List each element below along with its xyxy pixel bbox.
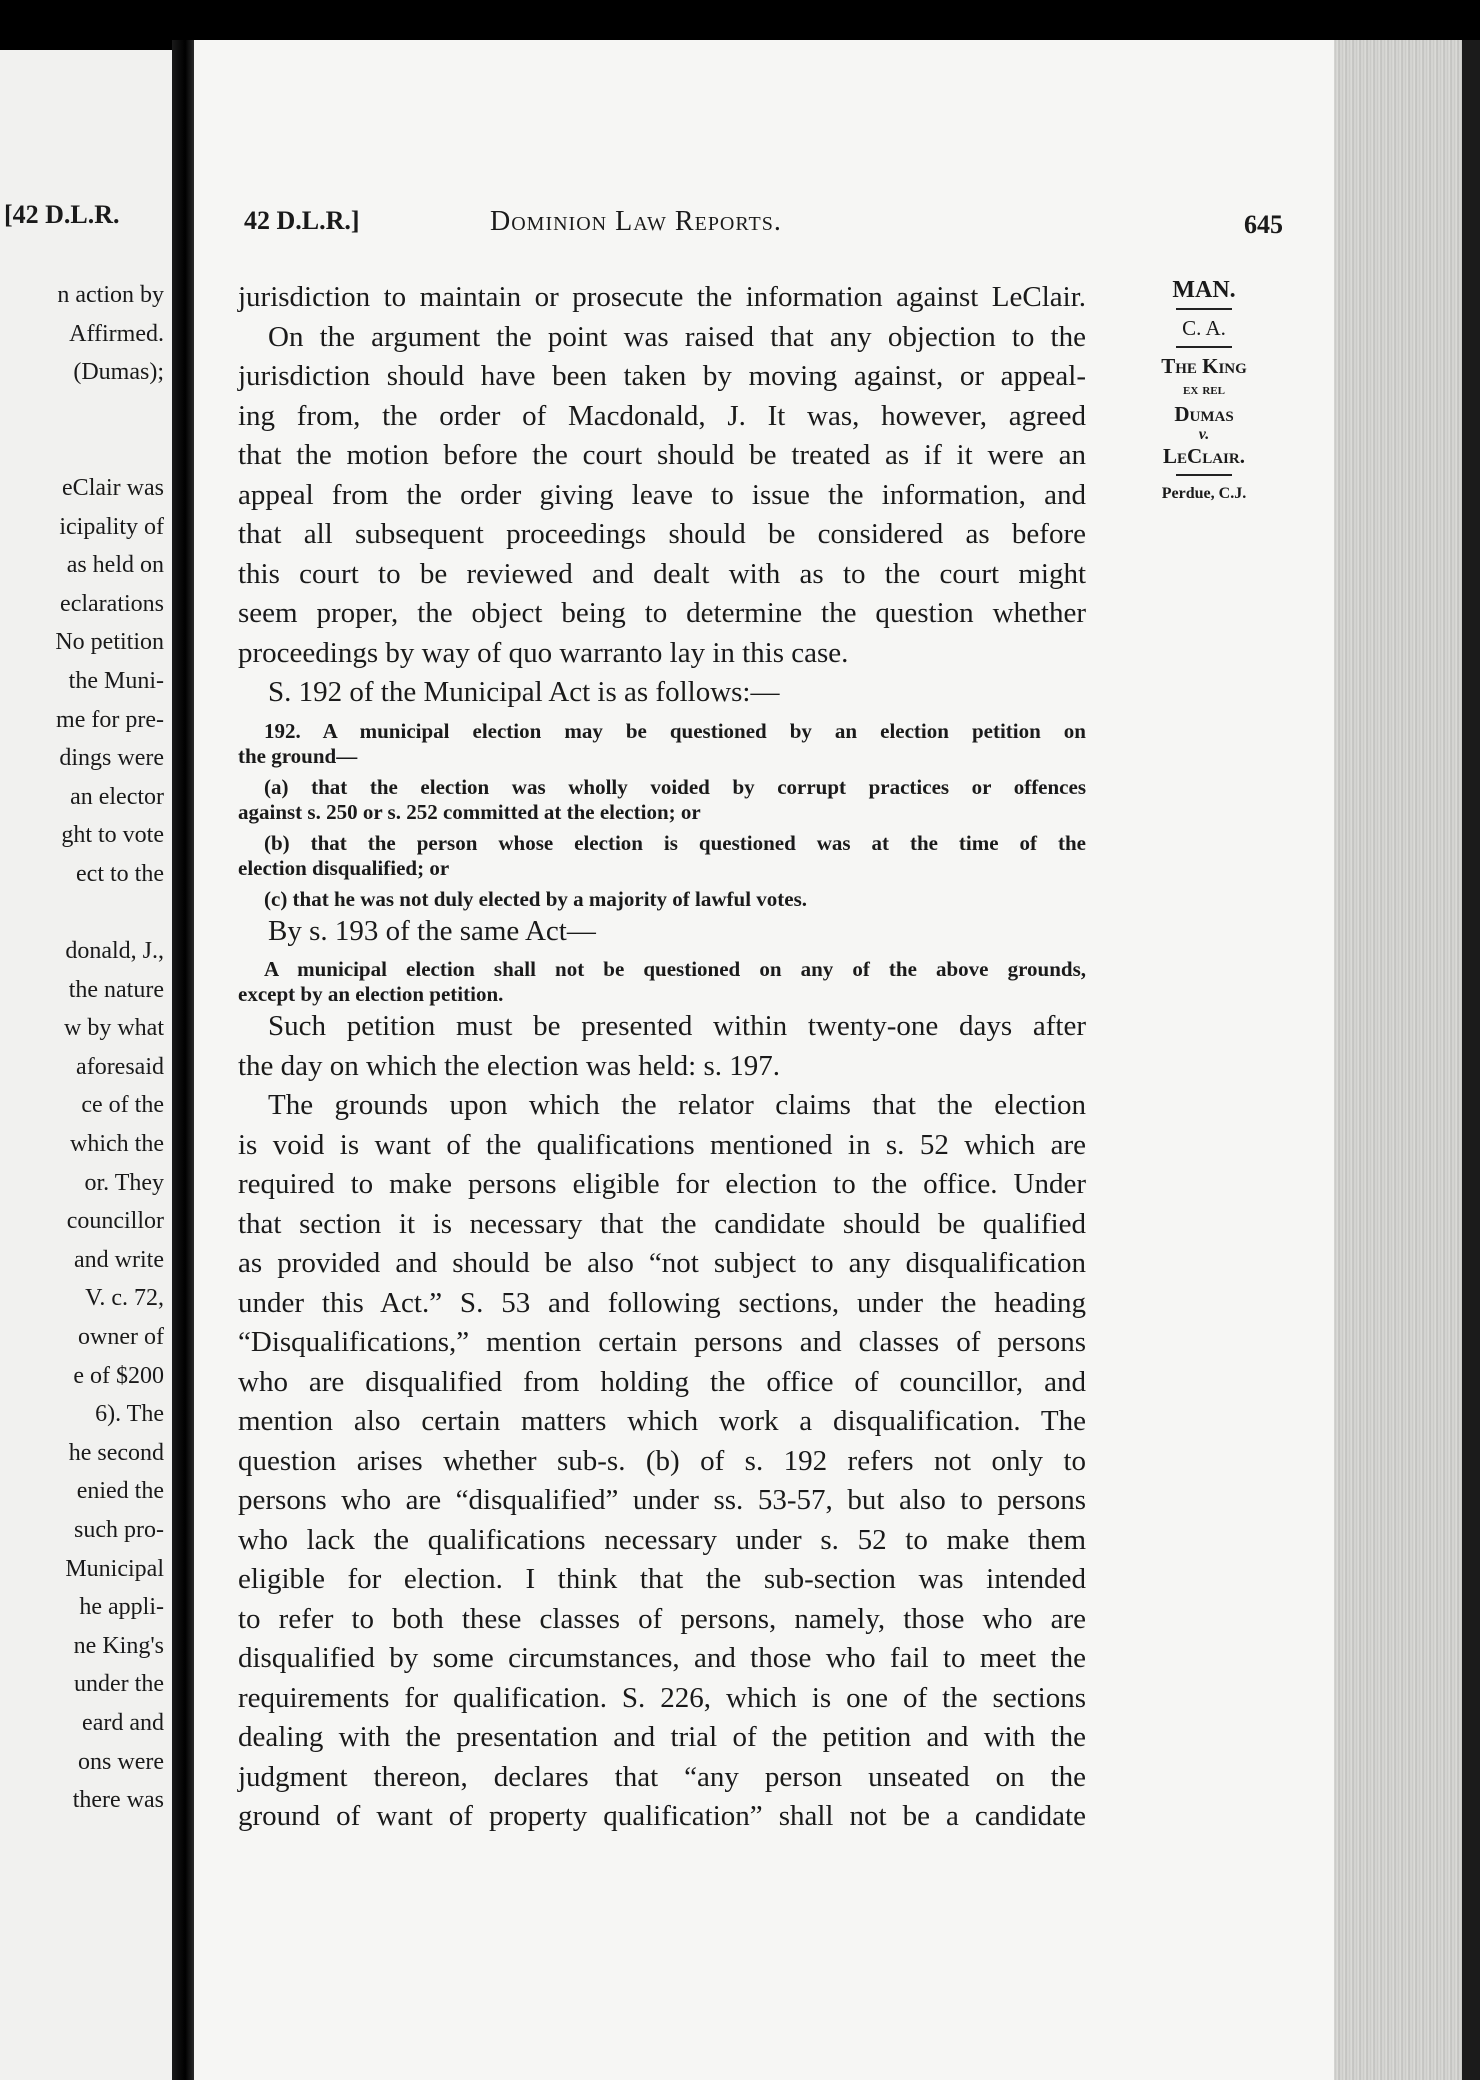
left-page-line: ect to the: [76, 860, 164, 887]
page-number: 645: [1244, 210, 1283, 239]
left-page-line: under the: [74, 1671, 164, 1698]
body-line: ing from, the order of Macdonald, J. It was, however, agreed: [238, 399, 1086, 432]
left-page: [0, 50, 172, 2080]
left-page-line: an elector: [70, 783, 164, 810]
quoted-statute-line: except by an election petition.: [238, 982, 504, 1006]
margin-case-line: ex rel: [1183, 381, 1225, 398]
quoted-statute-line: 192. A municipal election may be questioned by an election petition on: [264, 718, 1086, 743]
left-page-line: icipality of: [59, 513, 164, 540]
left-page-line: [0, 894, 164, 933]
left-page-line: [0, 392, 164, 431]
left-page-line: there was: [72, 1787, 164, 1814]
body-line: requirements for qualification. S. 226, which is one of the sections: [238, 1681, 1086, 1714]
body-line: appeal from the order giving leave to issue the information, and: [238, 478, 1086, 511]
left-page-text: [0, 276, 164, 1820]
body-line: Such petition must be presented within twenty-one days after: [268, 1010, 1086, 1042]
body-line: judgment thereon, declares that “any person unseated on the: [238, 1760, 1086, 1793]
margin-rule: [1176, 346, 1232, 348]
report-title: Dominion Law Reports.: [490, 206, 782, 237]
margin-province: MAN.: [1172, 277, 1236, 303]
margin-case-line: v.: [1198, 426, 1210, 443]
left-page-line: or. They: [84, 1169, 164, 1196]
left-page-line: owner of: [78, 1324, 164, 1351]
right-page: [194, 40, 1334, 2080]
left-page-line: aforesaid: [76, 1053, 164, 1080]
body-line: The grounds upon which the relator claims that the election: [268, 1089, 1086, 1121]
body-line: that all subsequent proceedings should be considered as before: [238, 518, 1086, 550]
left-page-line: ght to vote: [61, 822, 164, 849]
body-line: eligible for election. I think that the sub-section was intended: [238, 1563, 1086, 1595]
body-line: dealing with the presentation and trial of the petition and with the: [238, 1721, 1086, 1753]
left-page-header: [42 D.L.R.: [4, 200, 120, 229]
quoted-statute-line: (a) that the election was wholly voided by corrupt practices or offences: [264, 774, 1086, 799]
margin-case-line: The King: [1161, 354, 1247, 378]
book-gutter: [172, 40, 194, 2080]
margin-case-line: LeClair.: [1163, 444, 1245, 468]
body-line: who lack the qualifications necessary under s. 52 to make them: [238, 1523, 1086, 1556]
body-line: to refer to both these classes of persons, namely, those who are: [238, 1602, 1086, 1635]
left-page-line: councillor: [66, 1208, 164, 1235]
quoted-statute-line: (c) that he was not duly elected by a majority of lawful votes.: [264, 886, 808, 911]
margin-rule: [1176, 308, 1232, 310]
left-page-line: n action by: [57, 282, 164, 308]
body-line: ground of want of property qualification” shall not be a candidate: [238, 1800, 1086, 1832]
body-text: [238, 278, 1086, 1837]
left-page-line: V. c. 72,: [85, 1285, 164, 1312]
body-line: persons who are “disqualified” under ss. 53-57, but also to persons: [238, 1484, 1086, 1516]
quoted-statute-line: the ground—: [238, 743, 358, 768]
book-edge-shadow: [1462, 40, 1480, 2080]
body-line: seem proper, the object being to determine the question whether: [238, 597, 1086, 629]
quoted-statute-line: election disqualified; or: [238, 855, 450, 880]
margin-court: C. A.: [1182, 316, 1226, 340]
margin-note: [1094, 278, 1314, 506]
quoted-statute-line: A municipal election shall not be questioned on any of the above grounds,: [264, 957, 1086, 981]
body-line: proceedings by way of quo warranto lay in this case.: [238, 636, 849, 669]
quoted-statute-line: against s. 250 or s. 252 committed at the election; or: [238, 799, 701, 824]
body-line: mention also certain matters which work a disqualification. The: [238, 1405, 1086, 1437]
margin-judge: Perdue, C.J.: [1161, 485, 1247, 502]
left-page-line: w by what: [64, 1015, 164, 1042]
running-header: [244, 206, 1304, 246]
body-line: jurisdiction should have been taken by moving against, or appeal-: [238, 360, 1086, 392]
body-line: is void is want of the qualifications mentioned in s. 52 which are: [238, 1128, 1086, 1161]
left-page-line: [0, 430, 164, 469]
body-line: “Disqualifications,” mention certain persons and classes of persons: [238, 1326, 1086, 1358]
body-line: the day on which the election was held: s. 197.: [238, 1049, 781, 1082]
body-line: question arises whether sub-s. (b) of s. 192 refers not only to: [238, 1444, 1086, 1477]
body-line: required to make persons eligible for election to the office. Under: [238, 1168, 1086, 1200]
margin-case-line: Dumas: [1174, 402, 1234, 426]
book-spread: [0, 40, 1480, 2080]
left-page-line: me for pre-: [56, 706, 164, 733]
left-page-line: the Muni-: [68, 667, 164, 694]
body-line: S. 192 of the Municipal Act is as follows:—: [268, 676, 780, 708]
left-page-line: ne King's: [73, 1632, 164, 1659]
body-line: disqualified by some circumstances, and those who fail to meet the: [238, 1642, 1086, 1674]
left-page-line: Municipal: [65, 1555, 164, 1582]
body-line: On the argument the point was raised that any objection to the: [268, 320, 1086, 353]
left-page-line: (Dumas);: [73, 359, 164, 386]
left-page-line: which the: [70, 1131, 164, 1158]
margin-rule: [1176, 474, 1232, 476]
left-page-line: 6). The: [95, 1401, 164, 1428]
body-line: under this Act.” S. 53 and following sections, under the heading: [238, 1286, 1086, 1319]
left-page-line: he second: [68, 1439, 164, 1466]
body-line: this court to be reviewed and dealt with as to the court might: [238, 557, 1086, 590]
left-page-line: as held on: [66, 552, 164, 579]
left-page-line: eard and: [82, 1709, 164, 1736]
left-page-line: e of $200: [73, 1362, 164, 1389]
quoted-statute-line: (b) that the person whose election is questioned was at the time of the: [264, 830, 1086, 855]
left-page-line: dings were: [59, 745, 164, 772]
left-page-line: Affirmed.: [69, 320, 164, 347]
body-line: that section it is necessary that the candidate should be qualified: [238, 1207, 1086, 1240]
volume-label: 42 D.L.R.]: [244, 206, 360, 235]
left-page-line: eClair was: [62, 474, 164, 501]
page-edges: [1334, 40, 1480, 2080]
body-line: jurisdiction to maintain or prosecute the information against LeClair.: [238, 281, 1086, 313]
left-page-line: the nature: [68, 976, 164, 1003]
body-line: who are disqualified from holding the office of councillor, and: [238, 1365, 1086, 1398]
left-page-line: No petition: [55, 629, 164, 656]
left-page-line: ce of the: [81, 1092, 164, 1119]
body-line: By s. 193 of the same Act—: [268, 914, 596, 947]
left-page-line: he appli-: [79, 1594, 164, 1621]
body-line: that the motion before the court should be treated as if it were an: [238, 439, 1086, 471]
left-page-line: and write: [74, 1246, 164, 1273]
left-page-line: such pro-: [74, 1517, 164, 1543]
left-page-line: donald, J.,: [65, 938, 164, 965]
left-page-line: eclarations: [60, 590, 164, 617]
left-page-line: ons were: [78, 1748, 164, 1775]
left-page-line: enied the: [76, 1478, 164, 1505]
body-line: as provided and should be also “not subject to any disqualification: [238, 1247, 1086, 1279]
